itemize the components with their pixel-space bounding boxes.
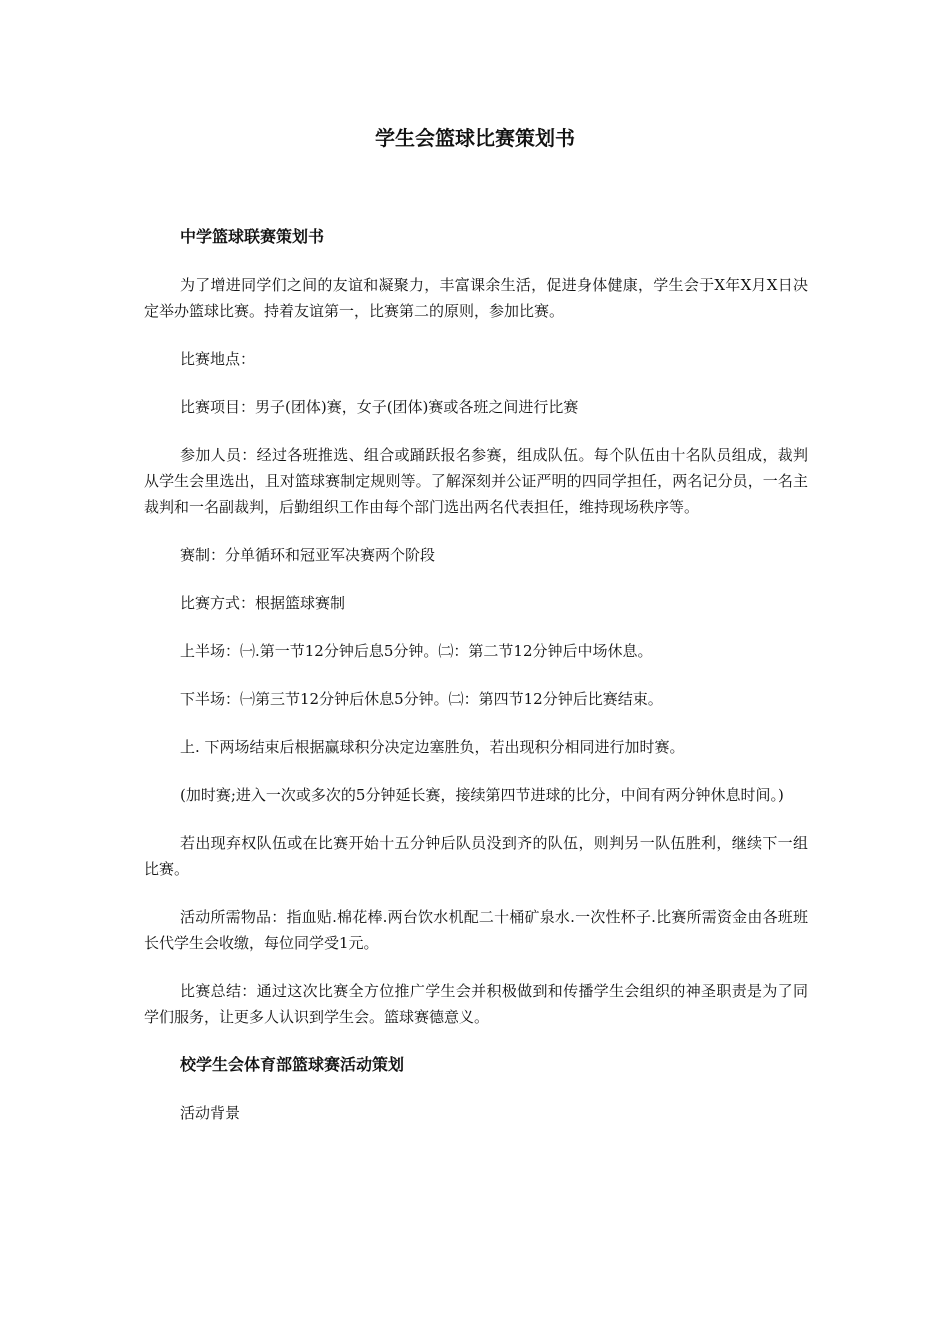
- paragraph-first-half: 上半场：㈠.第一节12分钟后息5分钟。㈡：第二节12分钟后中场休息。: [180, 642, 653, 660]
- document-title: 学生会篮球比赛策划书: [375, 126, 575, 150]
- paragraph-forfeit: 若出现弃权队伍或在比赛开始十五分钟后队员没到齐的队伍，则判另一队伍胜利，继续下一组比赛。: [144, 834, 808, 878]
- paragraph-intro: 为了增进同学们之间的友谊和凝聚力，丰富课余生活，促进身体健康，学生会于X年X月X日决定举办篮球比赛。持着友谊第一，比赛第二的原则，参加比赛。: [144, 276, 808, 320]
- paragraph-supplies: 活动所需物品：指血贴.棉花棒.两台饮水机配二十桶矿泉水.一次性杯子.比赛所需资金由各班班长代学生会收缴，每位同学受1元。: [144, 908, 808, 952]
- paragraph-background: 活动背景: [180, 1104, 241, 1122]
- paragraph-method: 比赛方式：根据篮球赛制: [180, 594, 346, 612]
- paragraph-format: 赛制：分单循环和冠亚军决赛两个阶段: [180, 546, 436, 564]
- paragraph-overtime-detail: (加时赛;进入一次或多次的5分钟延长赛，接续第四节进球的比分，中间有两分钟休息时间。): [180, 786, 784, 804]
- document-body: [144, 224, 808, 1148]
- section-heading-league-plan: 中学篮球联赛策划书: [180, 227, 325, 246]
- paragraph-overtime-rule: 上. 下两场结束后根据赢球积分决定边塞胜负，若出现积分相同进行加时赛。: [180, 738, 685, 756]
- paragraph-venue: 比赛地点：: [180, 350, 256, 368]
- paragraph-summary: 比赛总结：通过这次比赛全方位推广学生会并积极做到和传播学生会组织的神圣职责是为了同学们服务，让更多人认识到学生会。篮球赛德意义。: [144, 982, 808, 1026]
- section-heading-sports-dept-plan: 校学生会体育部篮球赛活动策划: [180, 1055, 405, 1074]
- paragraph-participants: 参加人员：经过各班推选、组合或踊跃报名参赛，组成队伍。每个队伍由十名队员组成，裁判从学生会里选出，且对篮球赛制定规则等。了解深刻并公证严明的四同学担任，两名记分员，一名主裁判和一名副裁判，后勤组织工作由每个部门选出两名代表担任，维持现场秩序等。: [144, 446, 808, 516]
- paragraph-events: 比赛项目：男子(团体)赛，女子(团体)赛或各班之间进行比赛: [180, 398, 579, 416]
- paragraph-second-half: 下半场：㈠第三节12分钟后休息5分钟。㈡：第四节12分钟后比赛结束。: [180, 690, 663, 708]
